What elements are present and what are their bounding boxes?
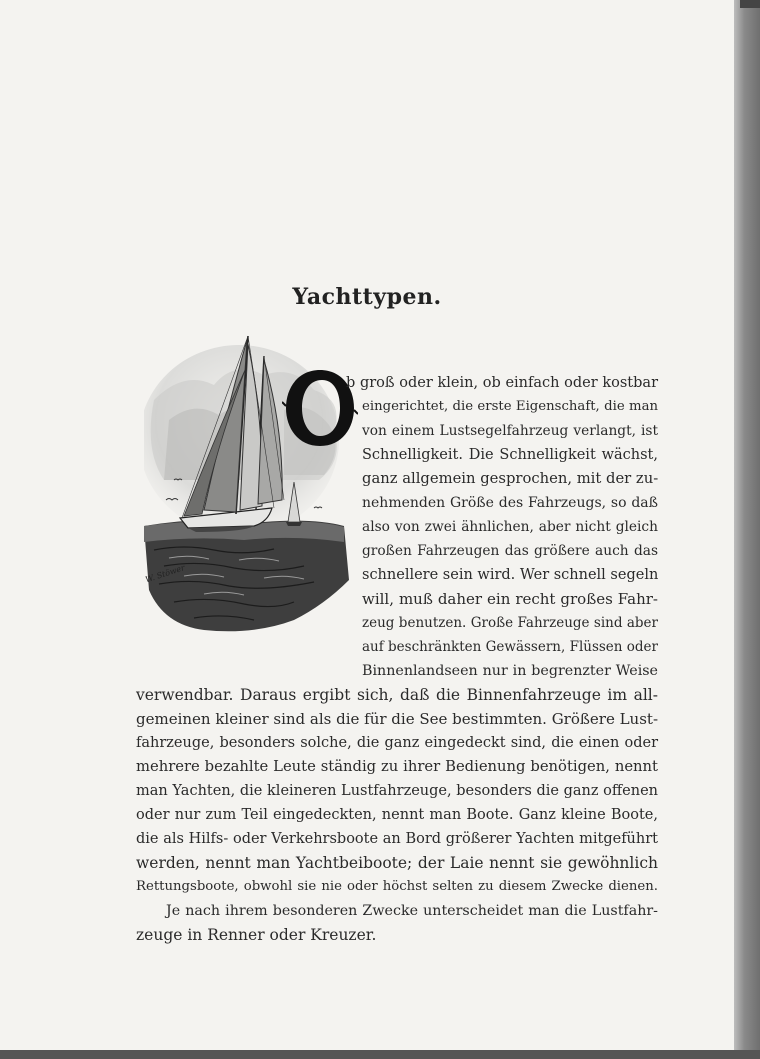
scan-bottom-edge [0, 1050, 760, 1059]
text-line: fahrzeuge, besonders solche, die ganz eingedeckt sind, die einen oder [136, 735, 658, 751]
text-line: zeug benutzen. Große Fahrzeuge sind aber [362, 615, 658, 631]
text-line: die als Hilfs- oder Verkehrsboote an Bord größerer Yachten mitgeführt [136, 831, 658, 847]
text-line: Rettungsboote, obwohl sie nie oder höchst selten zu diesem Zwecke dienen. [136, 879, 658, 894]
text-line: werden, nennt man Yachtbeiboote; der Laie nennt sie gewöhnlich [136, 854, 658, 872]
text-line: gemeinen kleiner sind als die für die See bestimmten. Größere Lust- [136, 710, 659, 728]
chapter-heading: Yachttypen. [292, 284, 442, 310]
text-line: ganz allgemein gesprochen, mit der zu- [362, 470, 659, 487]
text-line: von einem Lustsegelfahrzeug verlangt, ist [362, 423, 658, 439]
artist-signature: W. Stöwer [144, 563, 186, 585]
text-line: nehmenden Größe des Fahrzeugs, so daß [362, 495, 658, 511]
text-line: großen Fahrzeugen das größere auch das [362, 543, 658, 559]
text-line: schnellere sein wird. Wer schnell segeln [362, 567, 659, 583]
text-line: will, muß daher ein recht großes Fahr- [362, 590, 658, 608]
text-line: Schnelligkeit. Die Schnelligkeit wächst, [362, 447, 658, 463]
text-line: mehrere bezahlte Leute ständig zu ihrer Bedienung benötigen, nennt [136, 758, 658, 775]
text-line: oder nur zum Teil eingedeckten, nennt man Boote. Ganz kleine Boote, [136, 807, 658, 823]
text-line: Binnenlandseen nur in begrenzter Weise [362, 663, 658, 679]
scan-corner [740, 0, 760, 8]
text-line: eingerichtet, die erste Eigenschaft, die man [362, 399, 658, 414]
text-line: verwendbar. Daraus ergibt sich, daß die Binnenfahrzeuge im all- [136, 686, 658, 704]
text-line: man Yachten, die kleineren Lustfahrzeuge, besonders die ganz offenen [136, 783, 658, 799]
text-line: zeuge in Renner oder Kreuzer. [136, 926, 377, 944]
text-line: b groß oder klein, ob einfach oder kostbar [346, 375, 658, 391]
text-line: also von zwei ähnlichen, aber nicht gleich [362, 519, 658, 535]
text-line: Je nach ihrem besonderen Zwecke unterscheidet man die Lustfahr- [166, 903, 658, 919]
text-line: auf beschränkten Gewässern, Flüssen oder [362, 639, 658, 655]
page-edge-shadow [734, 0, 760, 1059]
